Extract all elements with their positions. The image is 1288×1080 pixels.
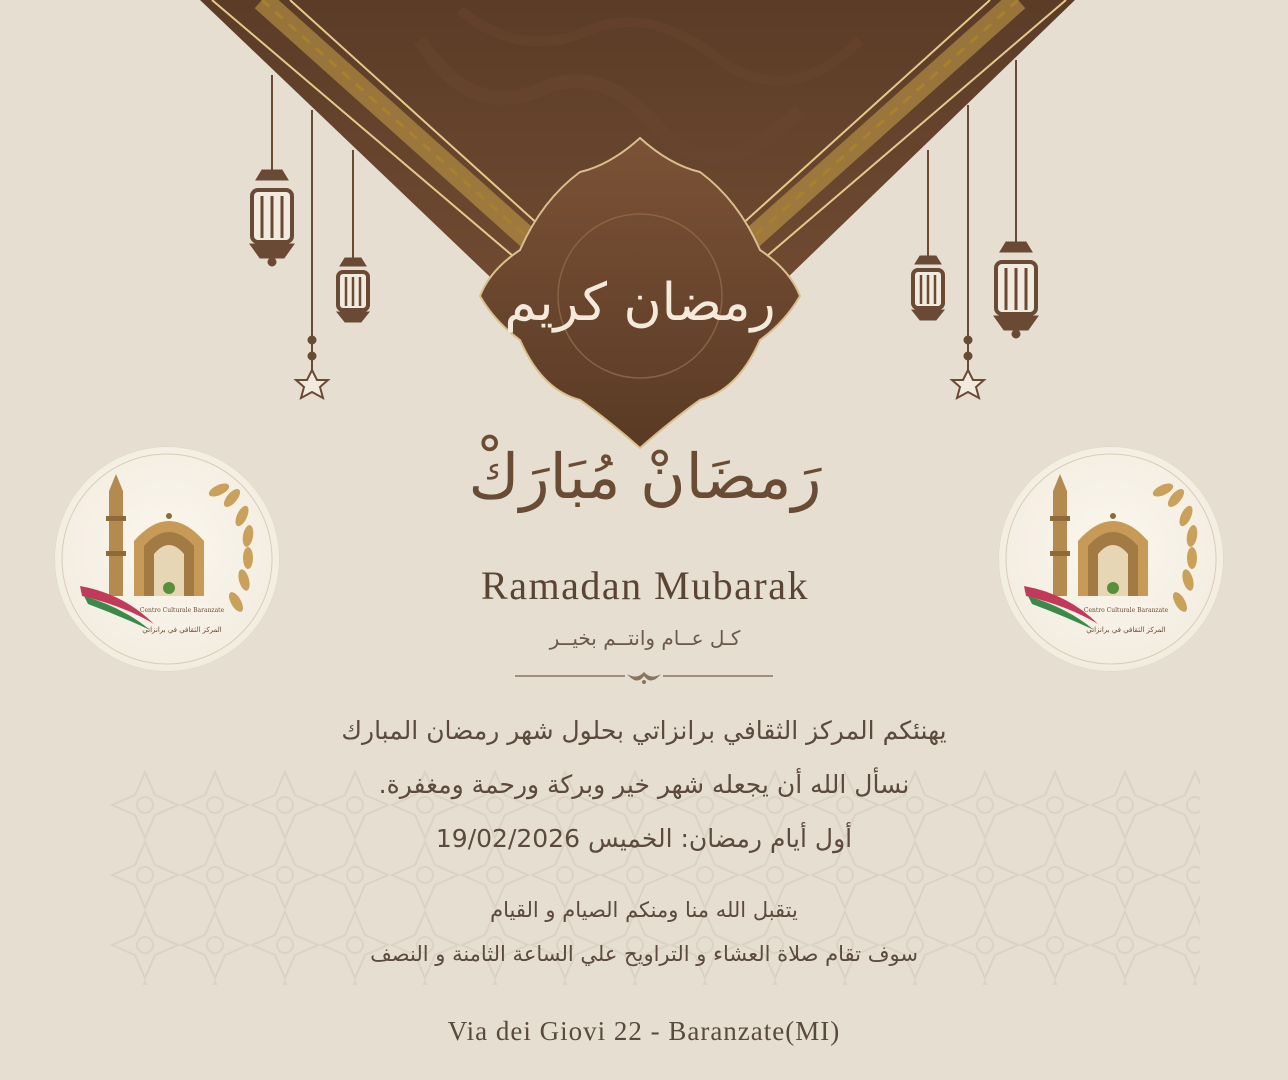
logo-name-arabic: المركز الثقافي في برانزاتي [142, 626, 222, 634]
logo-name-arabic: المركز الثقافي في برانزاتي [1086, 626, 1166, 634]
mosque-logo-icon [54, 446, 280, 672]
star-ornament-icon [296, 110, 328, 398]
lantern-icon [994, 60, 1038, 338]
lantern-icon [912, 150, 944, 320]
wheat-icon [207, 481, 255, 614]
greeting-arabic: كـل عــام وانتــم بخيــر [549, 626, 741, 650]
wheat-icon [1151, 481, 1199, 614]
message-line-1: يهنئكم المركز الثقافي برانزاتي بحلول شهر رمضان المبارك [341, 716, 947, 745]
divider-ornament-icon [515, 668, 773, 690]
centre-logo-left [54, 446, 280, 672]
title-english: Ramadan Mubarak [481, 563, 809, 608]
mosque-logo-icon [998, 446, 1224, 672]
emblem-calligraphy: رمضان كريم [504, 273, 776, 333]
hanging-lanterns [0, 0, 1288, 420]
message-line-5-prayer-time: سوف تقام صلاة العشاء و التراويح علي الساعة الثامنة و النصف [370, 942, 918, 966]
address: Via dei Giovi 22 - Baranzate(MI) [447, 1016, 841, 1046]
star-ornament-icon [952, 105, 984, 398]
title-arabic: رَمضَانْ مُبَارَكْ [468, 440, 822, 513]
message-line-4: يتقبل الله منا ومنكم الصيام و القيام [490, 898, 798, 922]
lantern-icon [250, 75, 294, 266]
lantern-icon [337, 150, 369, 322]
message-line-2: نسأل الله أن يجعله شهر خير وبركة ورحمة ومغفرة. [378, 770, 910, 799]
logo-name-latin: Centro Culturale Baranzate [1083, 607, 1169, 614]
logo-name-latin: Centro Culturale Baranzate [139, 607, 225, 614]
message-line-3-date: أول أيام رمضان: الخميس 19/02/2026 [435, 824, 853, 853]
centre-logo-right [998, 446, 1224, 672]
